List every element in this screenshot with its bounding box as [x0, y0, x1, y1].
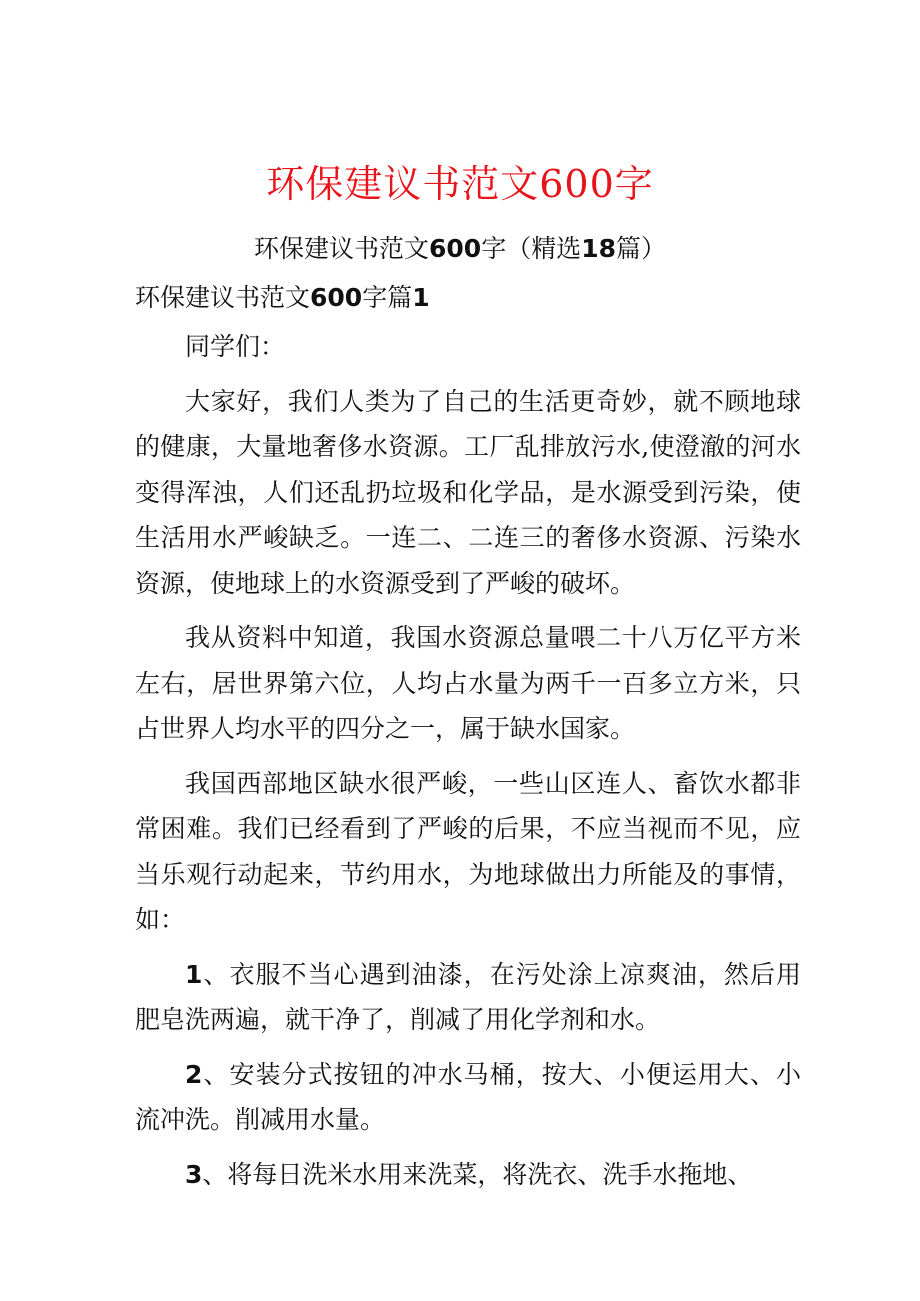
list-item-text: 、将每日洗米水用来洗菜，将洗衣、洗手水拖地、 — [202, 1159, 753, 1189]
heading-index: 1 — [412, 283, 430, 312]
list-item — [135, 952, 801, 1043]
subtitle-text: 字（精选 — [481, 234, 582, 263]
subtitle-number: 600 — [429, 234, 482, 263]
heading-text: 字篇 — [362, 283, 413, 312]
section-heading — [135, 279, 430, 317]
list-item-text: 、衣服不当心遇到油漆，在污处涂上凉爽油，然后用肥皂洗两遍，就干净了，削减了用化学剂和水。 — [135, 959, 801, 1034]
heading-number: 600 — [310, 283, 363, 312]
list-item — [135, 1052, 801, 1143]
greeting: 同学们： — [185, 332, 286, 361]
heading-text: 环保建议书范文 — [135, 283, 311, 312]
body-paragraph: 我国西部地区缺水很严峻，一些山区连人、畜饮水都非常困难。我们已经看到了严峻的后果，不应当视而不见，应当乐观行动起来，节约用水，为地球做出力所能及的事情，如： — [135, 768, 801, 934]
list-item-number: 2 — [185, 1059, 203, 1089]
subtitle-count: 18 — [581, 234, 616, 263]
body-paragraph: 大家好，我们人类为了自己的生活更奇妙，就不顾地球的健康，大量地奢侈水资源。工厂乱排放污水,使澄澈的河水变得浑浊，人们还乱扔垃圾和化学品，是水源受到污染，使生活用水严峻缺乏。一连二、二连三的奢侈水资源、污染水资源，使地球上的水资源受到了严峻的破坏。 — [135, 386, 801, 598]
subtitle-text: 环保建议书范文 — [253, 234, 429, 263]
body-paragraph: 我从资料中知道，我国水资源总量喂二十八万亿平方米左右，居世界第六位，人均占水量为两千一百多立方米，只占世界人均水平的四分之一，属于缺水国家。 — [135, 623, 801, 743]
list-item-number: 1 — [185, 959, 203, 989]
list-item-text: 、安装分式按钮的冲水马桶，按大、小便运用大、小流冲洗。削减用水量。 — [135, 1059, 801, 1134]
document-title: 环保建议书范文600字 — [266, 162, 654, 206]
list-item — [135, 1152, 801, 1198]
subtitle-text: 篇） — [616, 234, 667, 263]
document-body — [135, 324, 801, 1206]
document-subtitle — [0, 230, 920, 268]
list-item-number: 3 — [185, 1159, 203, 1189]
